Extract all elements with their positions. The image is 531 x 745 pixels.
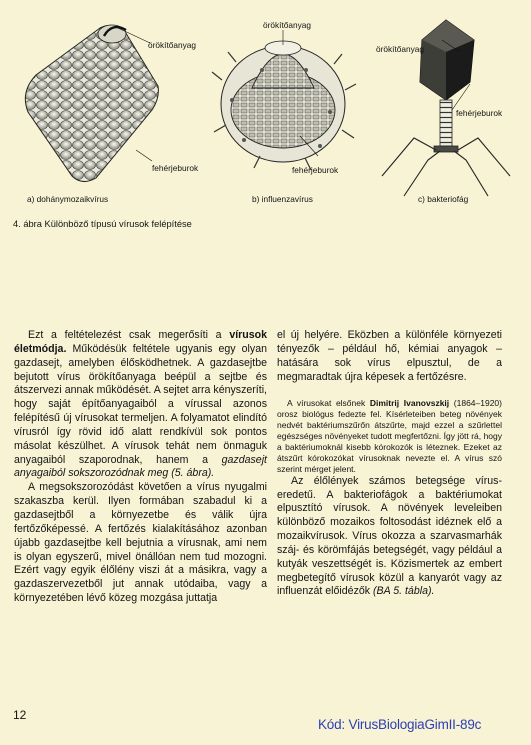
right-paragraph-1: el új helyére. Eközben a különféle környezeti tényezők – például hő, kémiai anyagok – hatására sok vírus elpusztul, de a megmaradtak újra képesek a fertőzésre.: [277, 329, 502, 383]
label-protein-coat-a: fehérjeburok: [152, 163, 199, 173]
text-run: Ezt a feltételezést csak megerősíti a: [28, 329, 230, 341]
label-influenza-virus: b) influenzavírus: [252, 194, 313, 204]
label-genetic-material-b: örökítőanyag: [263, 20, 311, 30]
text-run: Működésük feltétele ugyanis egy olyan gazdasejt, amelyben élősködhetnek. A gazdasejtbe bejutott vírus örökítőanyaga beépül a sejtbe és átszervezi annak működését. A sejtet arra kényszeríti, hogy saját építőanyagaiból a vírussal azonos felépítésű új vírusokat termeljen. A folyamatot elindító vírusról így rövid idő alatt rendkívül sok pontos másolat készülhet. A vírusok tehát nem önmaguk anyagaiból szaporodnak, hanem a: [14, 342, 267, 466]
document-code: Kód: VirusBiologiaGimII-89c: [318, 717, 482, 732]
label-protein-coat-b: fehérjeburok: [292, 165, 339, 175]
text-run: (1864–1920) orosz biológus fedezte fel. Kísérleteiben beteg növények nedvét baktériumszűrőn átszűrte, majd ezzel a szűrlettel egészséges növényeket tudott megfertőzni. Így jött rá, hogy a baktériumoknál kisebb kórokozók is léteznek. Ezeket az átszűrt kórokozókat vírusoknak nevezte el. A vírus szó szerint mérget jelent.: [277, 398, 502, 474]
virus-illustrations: [0, 0, 531, 215]
label-protein-coat-c: fehérjeburok: [456, 108, 503, 118]
left-paragraph-2: A megsokszorozódást követően a vírus nyugalmi szakaszba kerül. Ilyen formában szabadul ki a gazdasejtből a környezetbe és válik újra fertőzőképessé. A fertőzés kialakításához azonban újabb gazdasejtbe kell bejutnia a vírusnak, ami nem is olyan egyszerű, mivel önállóan nem tud mozogni. Ezért vagy egyik élőlény viszi át a másikra, vagy a gazdaszervezetből jut annak utódaiba, vagy a környezetében lévő közeg mozgása juttatja: [14, 481, 267, 605]
figure-caption: 4. ábra Különböző típusú vírusok felépítése: [13, 219, 192, 229]
label-tobacco-mosaic-virus: a) dohánymozaikvírus: [27, 194, 109, 204]
label-bacteriophage: c) bakteriofág: [418, 194, 469, 204]
italic-term: gazdasejt anyagaiból sokszorozódnak meg (5. ábra).: [14, 453, 267, 480]
info-box-text: [277, 398, 502, 474]
tobacco-mosaic-virus-drawing: [25, 25, 158, 182]
label-genetic-material-a: örökítőanyag: [148, 40, 196, 50]
italic-reference: (BA 5. tábla).: [373, 585, 435, 598]
left-column: [14, 329, 267, 606]
text-run: A vírusokat elsőnek: [287, 398, 370, 409]
ivanovsky-info-box: [277, 398, 502, 474]
influenza-virus-drawing: [212, 30, 356, 170]
right-column: [277, 329, 502, 599]
label-genetic-material-c: örökítőanyag: [376, 44, 424, 54]
text-run: Az élőlények számos betegsége vírus-eredetű. A bakteriofágok a baktériumokat elpusztító vírusok. A növények leveleiben különböző mozaikos foltosodást idéznek elő a mozaikvírusok. Vírus okozza a szarvasmarhák száj- és körömfájás betegségét, vagy például a kutyák veszettségét is. Közismertek az embert megbetegítő vírusok közül a kanyarót vagy az influenzát előidézők: [277, 474, 502, 598]
page-number: 12: [13, 708, 27, 722]
virus-structure-figure: [0, 0, 531, 215]
right-paragraph-2: [277, 475, 502, 600]
left-paragraph-1: [14, 329, 267, 481]
bold-term: vírusok életmódja.: [14, 329, 267, 355]
bold-name: Dimitrij Ivanovszkij: [369, 398, 450, 409]
